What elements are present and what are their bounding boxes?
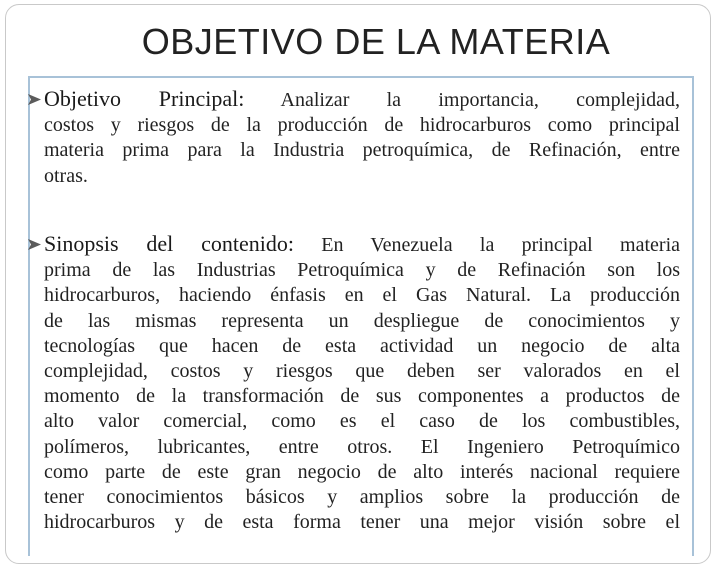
content-box <box>28 76 694 556</box>
paragraph-line: prima de las Industrias Petroquímica y de Refinación son los <box>44 259 680 282</box>
paragraph-line: hidrocarburos y de esta forma tener una mejor visión sobre el <box>44 511 680 534</box>
paragraph-line: otras. <box>44 164 88 187</box>
paragraph-line: complejidad, costos y riesgos que deben ser valorados en el <box>44 360 680 383</box>
bullet-icon <box>27 237 42 252</box>
slide-title: OBJETIVO DE LA MATERIA <box>141 21 611 62</box>
paragraph-line: tener conocimientos básicos y amplios sobre la producción de <box>44 486 680 509</box>
bullet-heading: Sinopsis del contenido: <box>44 231 294 256</box>
bullet-icon <box>27 92 42 107</box>
paragraph-line: hidrocarburos, haciendo énfasis en el Gas Natural. La producción <box>44 284 680 307</box>
paragraph-line: como parte de este gran negocio de alto interés nacional requiere <box>44 460 680 483</box>
bullet-text: En Venezuela la principal materia <box>321 234 680 256</box>
bullet-heading: Objetivo Principal: <box>44 86 245 111</box>
paragraph-line: materia prima para la Industria petroquímica, de Refinación, entre <box>44 139 680 162</box>
bullet-text: Analizar la importancia, complejidad, <box>280 89 680 111</box>
bullet-sinopsis-contenido <box>44 231 680 535</box>
paragraph-line: costos y riesgos de la producción de hidrocarburos como principal <box>44 114 680 137</box>
paragraph-line: momento de la transformación de sus componentes a productos de <box>44 385 680 408</box>
bullet-objetivo-principal <box>44 86 680 189</box>
paragraph-line: alto valor comercial, como es el caso de los combustibles, <box>44 410 680 433</box>
paragraph-line: polímeros, lubricantes, entre otros. El Ingeniero Petroquímico <box>44 435 680 458</box>
paragraph-line: de las mismas representa un despliegue de conocimientos y <box>44 309 680 332</box>
paragraph-line: tecnologías que hacen de esta actividad un negocio de alta <box>44 334 680 357</box>
